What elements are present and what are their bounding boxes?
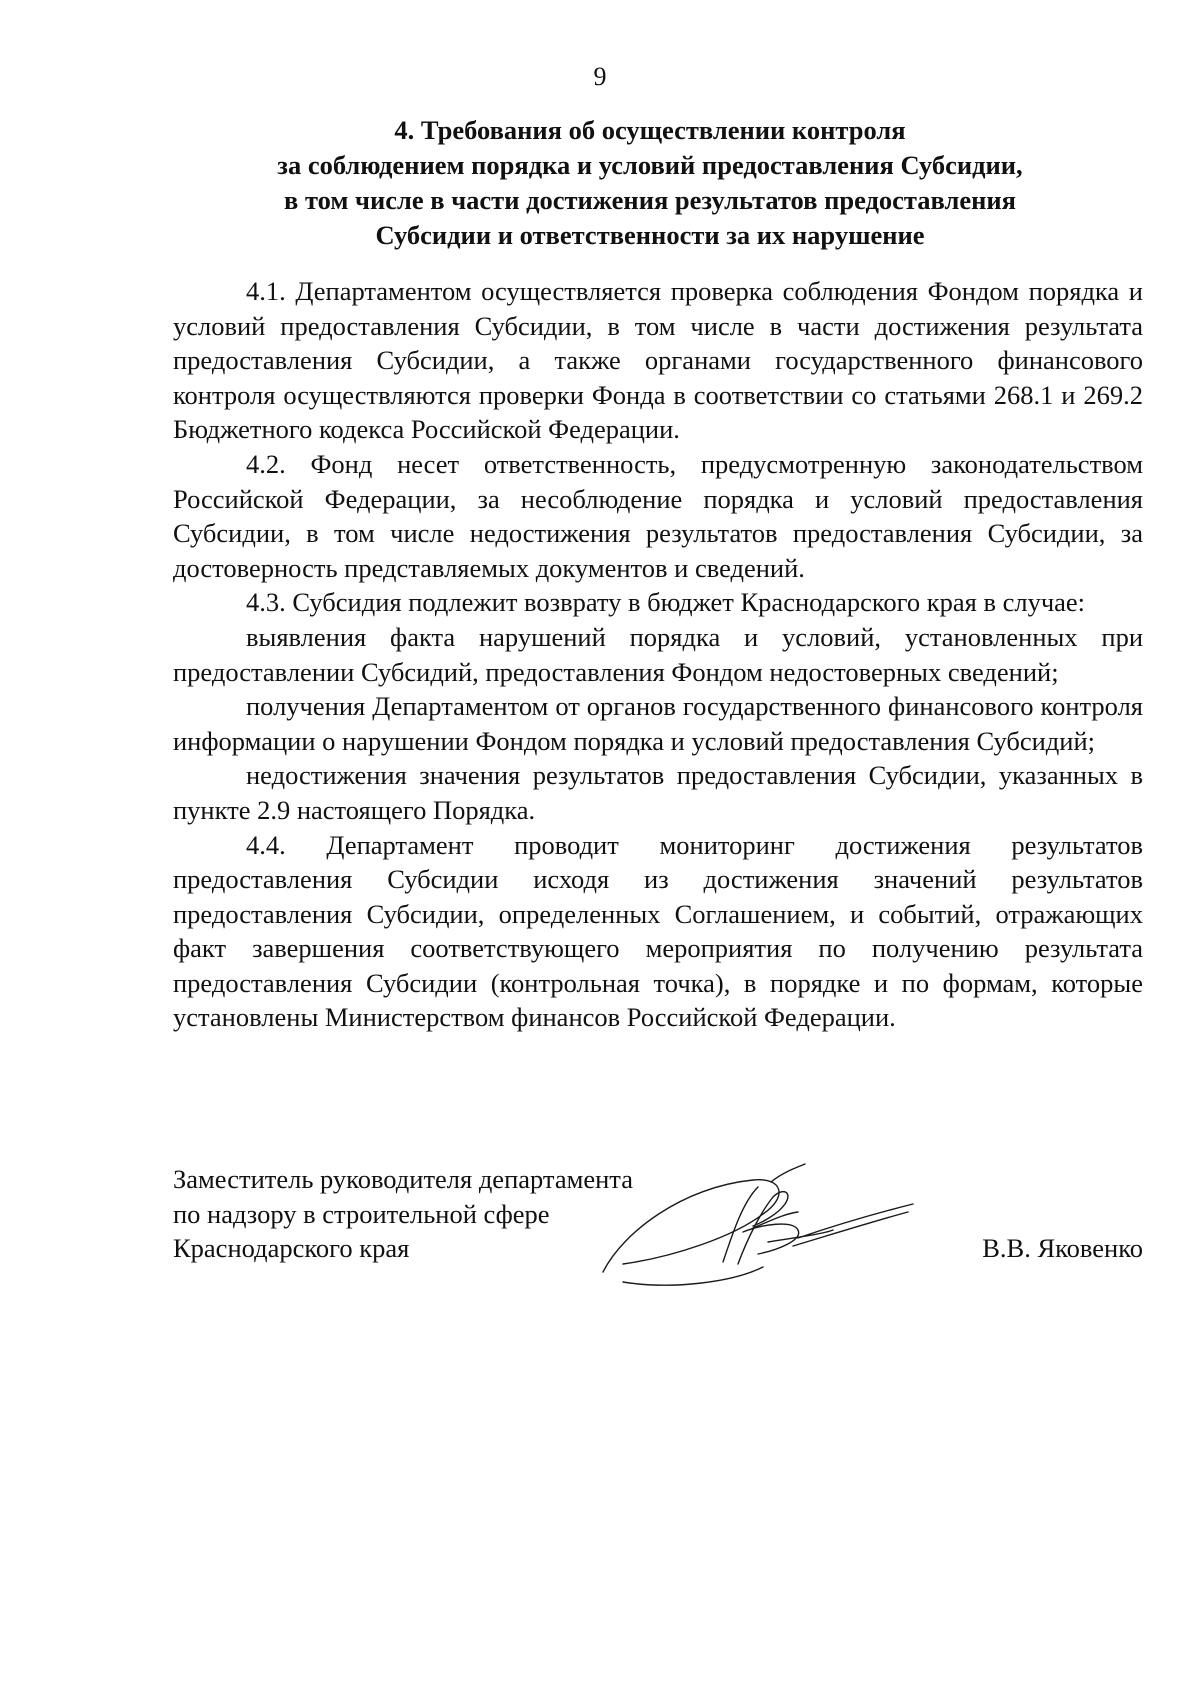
signature-block xyxy=(173,1162,1143,1322)
paragraph-4-2: 4.2. Фонд несет ответственность, предусмотренную законодательством Российской Федерации, за несоблюдение порядка и условий предоставления Субсидии, в том числе недостижения результатов предоставления Субсидии, за достоверность представляемых документов и сведений. xyxy=(173,448,1143,583)
section-title-line: за соблюдением порядка и условий предоставления Субсидии, xyxy=(277,150,1023,180)
signer-position-line: Заместитель руководителя департамента xyxy=(173,1164,633,1194)
section-title-line: Субсидии и ответственности за их нарушение xyxy=(375,220,925,250)
document-body xyxy=(173,274,1143,1035)
paragraph-4-3: 4.3. Субсидия подлежит возврату в бюджет Краснодарского края в случае: xyxy=(246,587,1086,618)
section-title-line: 4. Требования об осуществлении контроля xyxy=(394,115,906,145)
paragraph-4-3-case-1: выявления факта нарушений порядка и условий, установленных при предоставлении Субсидий, предоставления Фондом недостоверных сведений; xyxy=(173,621,1143,687)
handwritten-signature xyxy=(593,1142,923,1292)
paragraph-4-4: 4.4. Департамент проводит мониторинг достижения результатов предоставления Субсидии исходя из достижения значений результатов предоставления Субсидии, определенных Соглашением, и событий, отражающих факт завершения соответствующего мероприятия по получению результата предоставления Субсидии (контрольная точка), в порядке и по формам, которые установлены Министерством финансов Российской Федерации. xyxy=(173,829,1143,1033)
paragraph-4-3-case-3: недостижения значения результатов предоставления Субсидии, указанных в пункте 2.9 настоящего Порядка. xyxy=(173,760,1143,825)
paragraph-4-3-case-2: получения Департаментом от органов государственного финансового контроля информации о нарушении Фондом порядка и условий предоставления Субсидий; xyxy=(173,691,1143,756)
signer-name: В.В. Яковенко xyxy=(982,1233,1143,1263)
section-title xyxy=(170,113,1130,253)
signer-position-line: по надзору в строительной сфере xyxy=(173,1198,550,1229)
section-title-line: в том числе в части достижения результатов предоставления xyxy=(284,185,1016,215)
page-number: 9 xyxy=(593,62,607,91)
signer-position-line: Краснодарского края xyxy=(173,1233,410,1264)
paragraph-4-1: 4.1. Департаментом осуществляется проверка соблюдения Фондом порядка и условий предоставления Субсидии, в том числе в части достижения результата предоставления Субсидии, а также органами государственного финансового контроля осуществляются проверки Фонда в соответствии со статьями 268.1 и 269.2 Бюджетного кодекса Российской Федерации. xyxy=(173,276,1143,445)
